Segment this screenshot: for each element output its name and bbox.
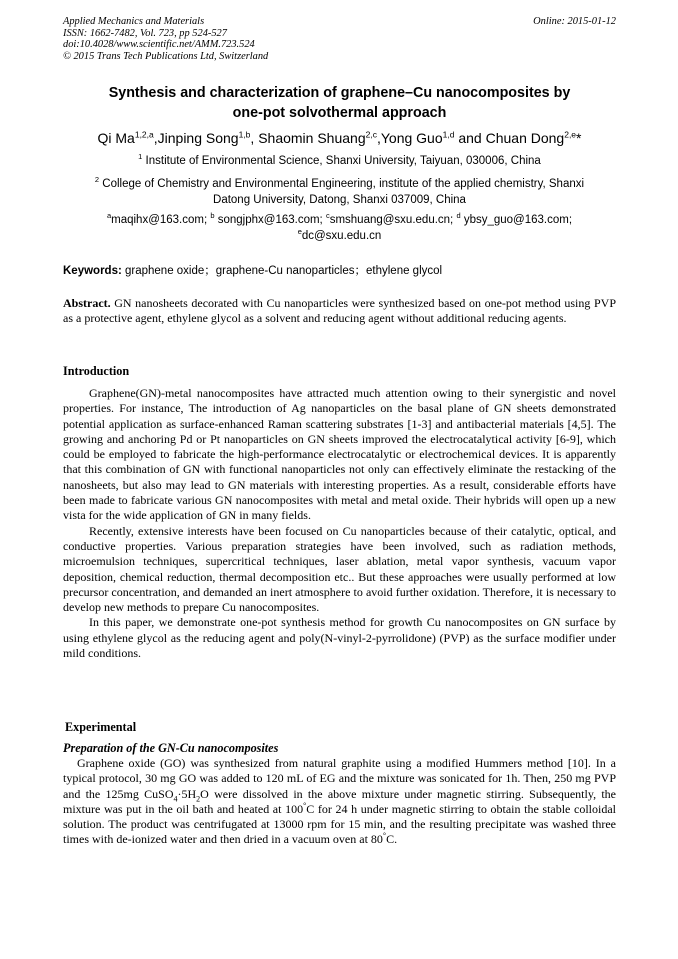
doi-line: doi:10.4028/www.scientific.net/AMM.723.524 bbox=[63, 39, 255, 51]
author-name: Qi Ma bbox=[97, 130, 135, 146]
author-emails: $^a$maqihx@163.com; $^b$ songjphx@163.com; $^c$smshuang@sxu.edu.cn; $^d$ ybsy_guo@163.com; $^e$dc@sxu.edu.cn bbox=[106, 211, 573, 242]
intro-paragraph-3: In this paper, we demonstrate one-pot synthesis method for growth Cu nanocomposites on GN surface by using ethylene glycol as the reducing agent and poly(N-vinyl-2-pyrrolidone) (PVP) as the surface modifier under mild conditions. bbox=[63, 615, 616, 661]
author-affil-sup: 1,d bbox=[442, 129, 455, 140]
email-link[interactable]: maqihx@163.com; bbox=[111, 214, 211, 226]
online-date: Online: 2015-01-12 bbox=[533, 16, 616, 27]
email-link[interactable]: ybsy_guo@163.com; bbox=[460, 214, 573, 226]
author-name: Chuan Dong bbox=[485, 130, 565, 146]
journal-name: Applied Mechanics and Materials bbox=[63, 16, 205, 27]
copyright-line: © 2015 Trans Tech Publications Ltd, Switzerland bbox=[63, 50, 269, 62]
experimental-heading: Experimental bbox=[65, 720, 137, 734]
abstract-text: GN nanosheets decorated with Cu nanoparticles were synthesized based on one-pot method using PVP as a protective agent, ethylene glycol as a solvent and reducing agent without additional reducing agents. bbox=[63, 296, 616, 326]
paper-title bbox=[63, 83, 616, 123]
affiliation-1: $^1$ Institute of Environmental Science, Shanxi University, Taiyuan, 030006, China bbox=[138, 152, 541, 167]
author-affil-sup: 1,b bbox=[238, 129, 251, 140]
author-name: Jinping Song bbox=[157, 130, 239, 146]
experimental-body bbox=[63, 756, 616, 848]
keywords-text: graphene oxide；graphene-Cu nanoparticles；ethylene glycol bbox=[121, 265, 443, 277]
email-link[interactable]: dc@sxu.edu.cn bbox=[301, 229, 382, 242]
author-list: Qi Ma$^{1,2,a}$,Jinping Song$^{1,b}$, Shaomin Shuang$^{2,c}$,Yong Guo$^{1,d}$ and Chuan Dong$^{2,e}$* bbox=[97, 129, 582, 146]
affiliation-2: $^2$ College of Chemistry and Environmental Engineering, institute of the applied chemistry, Shanxi Datong University, Datong, Shanxi 037009, China bbox=[94, 175, 585, 206]
abstract-label: Abstract. bbox=[63, 296, 111, 310]
preparation-subheading: Preparation of the GN-Cu nanocomposites bbox=[63, 741, 279, 755]
abstract bbox=[63, 296, 616, 327]
journal-header bbox=[63, 16, 616, 62]
author-name: Yong Guo bbox=[380, 130, 443, 146]
title-line-1: Synthesis and characterization of graphene–Cu nanocomposites by bbox=[108, 85, 571, 101]
email-link[interactable]: songjphx@163.com; bbox=[214, 214, 326, 226]
intro-paragraph-2: Recently, extensive interests have been focused on Cu nanoparticles because of their catalytic, optical, and conductive properties. Various preparation strategies have been involved, such as radiation methods, microemulsion techniques, supercritical techniques, laser ablation, metal vapor synthesis, vacuum vapor deposition, chemical reduction, thermal decomposition etc.. But these approaches were usually performed at low precursor concentration, and demanded an inert atmosphere to avoid further oxidation. Therefore, it is necessary to develop new methods to prepare Cu nanocomposites. bbox=[63, 523, 616, 615]
author-name: Shaomin Shuang bbox=[258, 130, 366, 146]
corresponding-star: * bbox=[576, 130, 582, 146]
author-affil-sup: 2,c bbox=[365, 129, 377, 140]
title-line-2: one-pot solvothermal approach bbox=[232, 105, 447, 121]
introduction-body bbox=[63, 386, 616, 661]
issn-line: ISSN: 1662-7482, Vol. 723, pp 524-527 bbox=[63, 27, 227, 39]
author-affil-sup: 1,2,a bbox=[134, 129, 154, 140]
keywords-label: Keywords: bbox=[63, 265, 122, 277]
intro-paragraph-1: Graphene(GN)-metal nanocomposites have attracted much attention owing to their synergistic and novel properties. For instance, The introduction of Ag nanoparticles on the basal plane of GN sheets demonstrated potential application as surface-enhanced Raman scattering substrates [1-3] and antibacterial materials [4,5]. The growing and anchoring Pd or Pt nanoparticles on GN sheets improved the electrocatalytical activity [6-9], which could be employed to fabricate the high-performance electrocatalytic or electrochemical devices. It is apparently that this combination of GN with functional nanoparticles not only can effectively eliminate the restacking of the nanosheets, but also may lead to GN materials with interesting properties. As a result, considerable efforts have been made to fabricate various GN nanocomposites with metal and metal oxide. Their hybrids will open up a new vista for the wide application of GN in many fields. bbox=[63, 386, 616, 523]
introduction-heading: Introduction bbox=[63, 364, 130, 378]
email-link[interactable]: smshuang@sxu.edu.cn; bbox=[329, 214, 457, 226]
author-affil-sup: 2,e bbox=[564, 129, 577, 140]
keywords bbox=[63, 264, 616, 279]
exp-paragraph-1: Graphene oxide (GO) was synthesized from natural graphite using a modified Hummers method [10]. In a typical protocol, 30 mg GO was added to 120 mL of EG and the mixture was sonicated for 1h. Then, 250 mg PVP and the 125mg $CuSO_4\cdot 5H_2O$ were dissolved in the above mixture under magnetic stirring. Subsequently, the mixture was put in the oil bath and heated at 100°C for 24 h under magnetic stirring to obtain the stable colloidal solution. The product was centrifugated at 13000 rpm for 15 min, and the resulting precipitate was washed three times with de-ionized water and then dried in a vacuum oven at 80°C. bbox=[63, 756, 617, 847]
